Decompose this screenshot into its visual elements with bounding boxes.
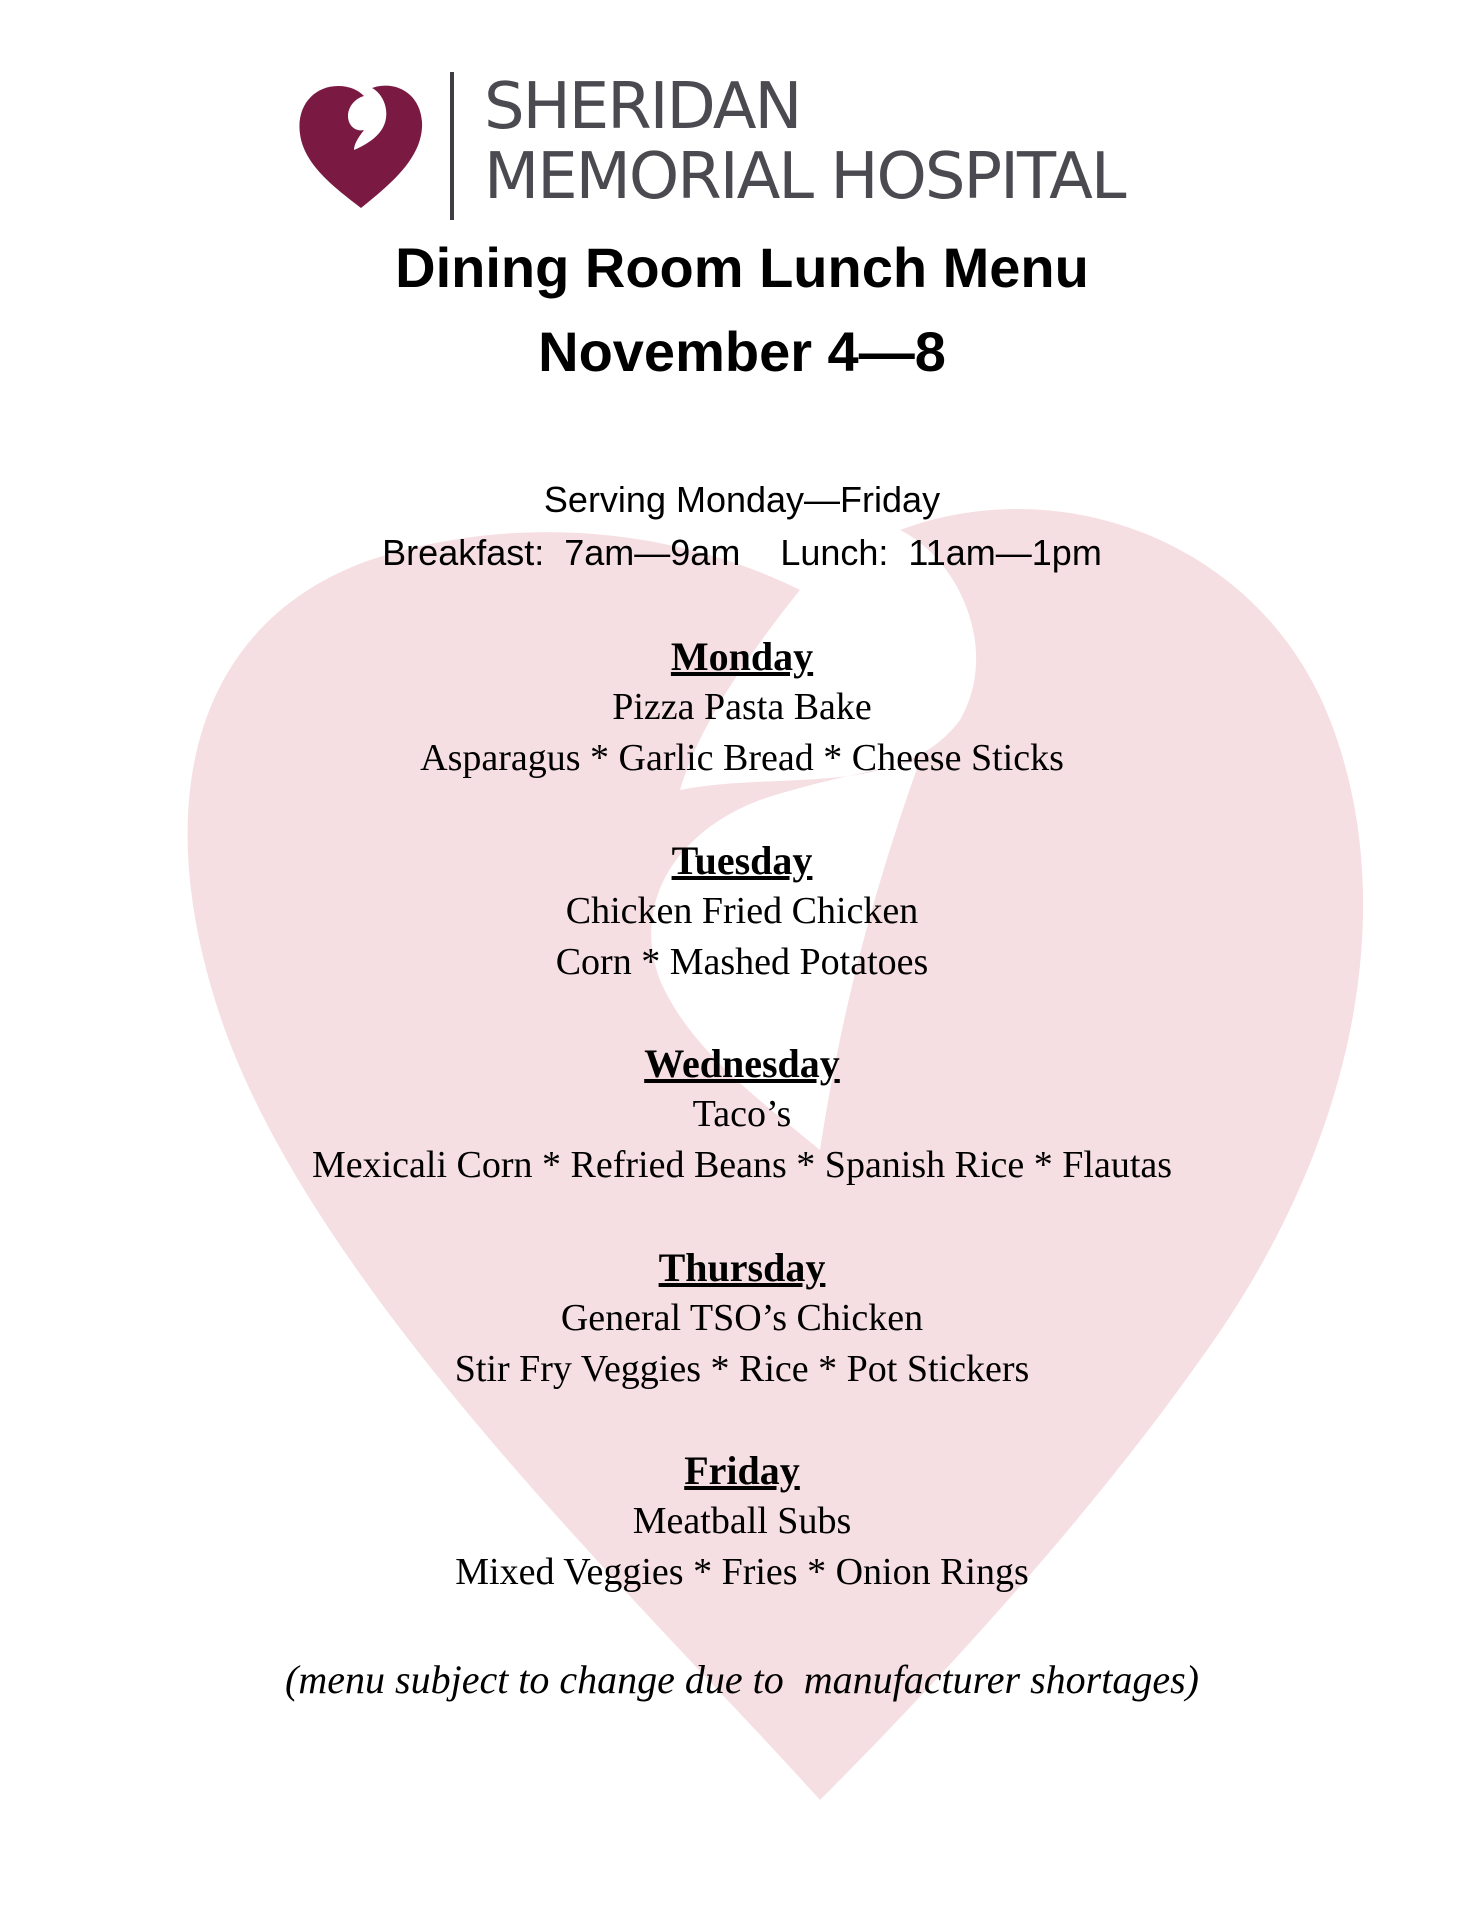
day-sides: Asparagus * Garlic Bread * Cheese Sticks — [420, 737, 1064, 779]
serving-hours: Breakfast: 7am—9am Lunch: 11am—1pm — [382, 532, 1102, 573]
day-main: Pizza Pasta Bake — [612, 686, 872, 728]
logo-divider — [450, 72, 454, 220]
menu-disclaimer: (menu subject to change due to manufacturer shortages) — [285, 1657, 1199, 1702]
day-main: Chicken Fried Chicken — [565, 890, 919, 932]
heart-swirl-icon — [298, 78, 424, 210]
day-name: Friday — [684, 1448, 800, 1493]
logo-line-2: MEMORIAL HOSPITAL — [484, 140, 1125, 214]
day-sides: Mixed Veggies * Fries * Onion Rings — [455, 1551, 1029, 1593]
day-name: Thursday — [658, 1245, 826, 1290]
day-main: Meatball Subs — [632, 1500, 852, 1542]
day-thursday — [0, 1243, 1484, 1395]
day-monday — [0, 632, 1484, 784]
page-title: Dining Room Lunch Menu — [395, 236, 1089, 299]
day-name: Wednesday — [644, 1041, 840, 1086]
serving-days: Serving Monday—Friday — [543, 479, 941, 520]
day-sides: Mexicali Corn * Refried Beans * Spanish Rice * Flautas — [311, 1144, 1173, 1186]
day-name: Tuesday — [671, 838, 813, 883]
day-sides: Corn * Mashed Potatoes — [555, 941, 929, 983]
logo-line-1: SHERIDAN — [484, 70, 801, 144]
hospital-logo — [298, 72, 1178, 222]
page-subtitle-dates: November 4—8 — [538, 320, 946, 383]
day-tuesday — [0, 836, 1484, 988]
day-wednesday — [0, 1039, 1484, 1191]
day-sides: Stir Fry Veggies * Rice * Pot Stickers — [454, 1348, 1030, 1390]
logo-wordmark — [484, 72, 1125, 212]
day-friday — [0, 1446, 1484, 1598]
day-main: General TSO’s Chicken — [560, 1297, 924, 1339]
day-name: Monday — [670, 634, 814, 679]
day-main: Taco’s — [692, 1093, 792, 1135]
